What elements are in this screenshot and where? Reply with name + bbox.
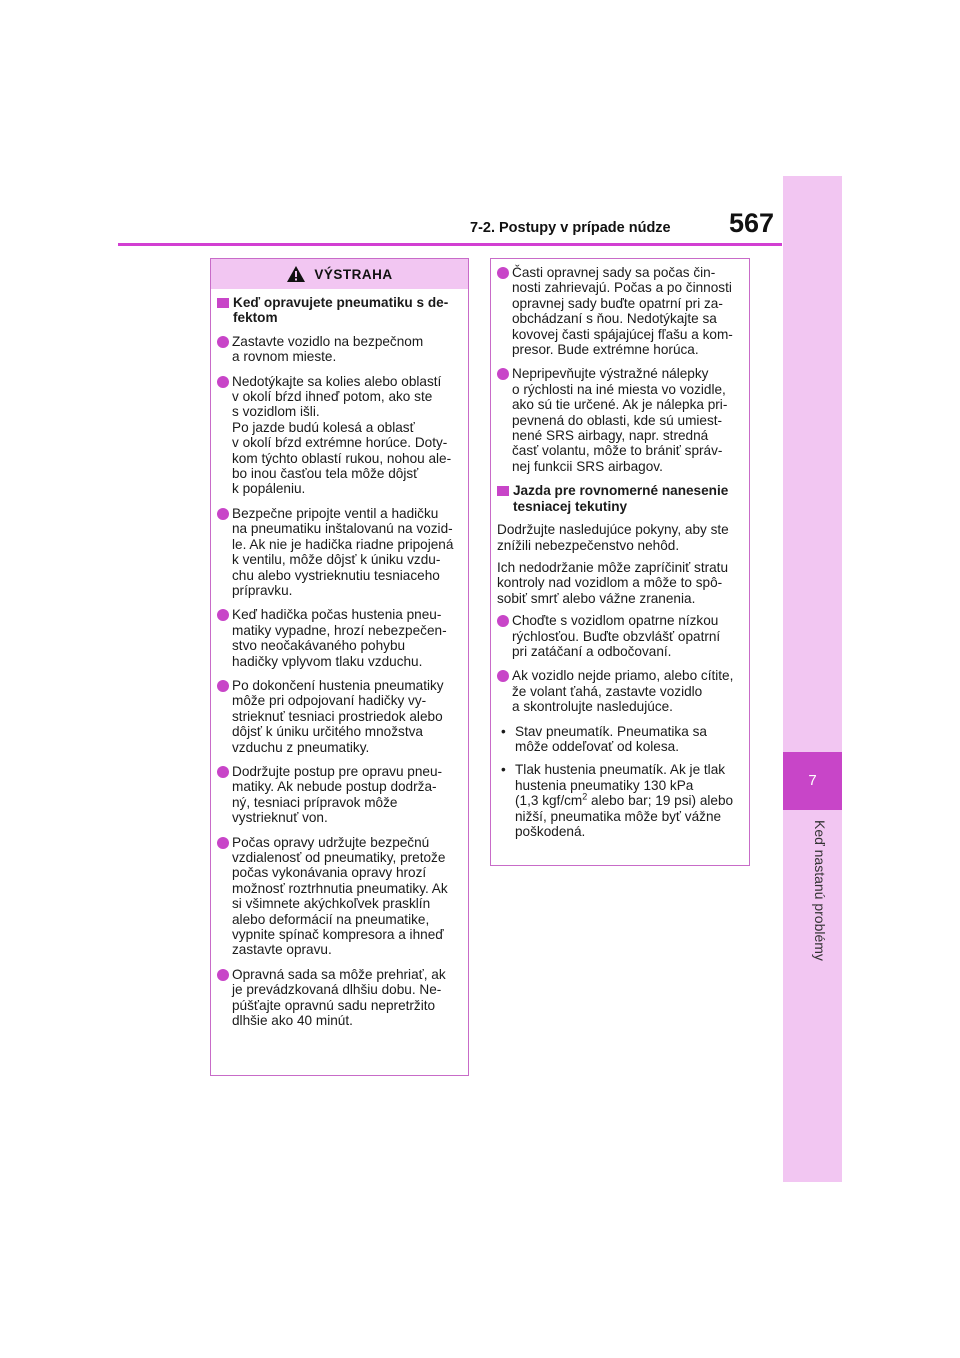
list-item-text: Ak vozidlo nejde priamo, alebo cítite, že volant ťahá, zastavte vozidlo a skontrolujte nasledujúce. <box>512 668 734 715</box>
sub-bullet-text-part: Tlak hustenia pneumatík. Ak je tlak hustenia pneumatiky 130 kPa (1,3 kgf/cm <box>515 762 726 809</box>
superscript: 2 <box>582 791 588 802</box>
list-item <box>217 835 462 958</box>
bullet-dot-icon <box>217 609 229 621</box>
list-item <box>217 506 462 598</box>
list-item <box>217 764 462 826</box>
chapter-number: 7 <box>783 752 842 810</box>
warning-header <box>211 259 468 289</box>
bullet-dot-icon <box>217 336 229 348</box>
warning-label: VÝSTRAHA <box>314 266 393 282</box>
list-item <box>497 366 743 474</box>
bullet-dot-icon <box>497 267 509 279</box>
list-item-text: Nedotýkajte sa kolies alebo oblastí v okolí bŕzd ihneď potom, ako ste s vozidlom išli. Po jazde budú kolesá a oblasť v okolí bŕzd extrémne horúce. Doty- kom týchto oblastí rukou, nohou ale- bo inou časťou tela môže dôjsť k popáleniu. <box>232 373 452 497</box>
list-item <box>497 613 743 659</box>
warning-box-continued <box>490 258 750 866</box>
paragraph: Ich nedodržanie môže zapríčiniť stratu kontroly nad vozidlom a môže to spô- sobiť smrť alebo vážne zranenia. <box>497 559 729 606</box>
chapter-title: Keď nastanú problémy <box>812 820 828 961</box>
list-item-text: Počas opravy udržujte bezpečnú vzdialenosť od pneumatiky, pretože počas vykonávania opravy hrozí možnosť roztrhnutia pneumatiky. Ak si všimnete akýchkoľvek prasklín alebo deformácií na pneumatike, vypnite spínač kompresora a ihneď zastavte opravu. <box>232 834 448 958</box>
list-item-text: Opravná sada sa môže prehriať, ak je prevádzkovaná dlhšiu dobu. Ne- púšťajte opravnú sadu nepretržito dlhšie ako 40 minút. <box>232 966 446 1029</box>
list-item-text: Časti opravnej sady sa počas čin- nosti zahrievajú. Počas a po činnosti opravnej sady buďte opatrní pri za- obchádzaní s ňou. Nedotýkajte sa kovovej časti spájajúcej fľašu a kom- presor. Bude extrémne horúca. <box>512 265 733 358</box>
sub-bullet-text-part: alebo bar; 19 psi) alebo nižší, pneumatika môže byť vážne poškodená. <box>515 793 734 839</box>
bullet-dot-icon <box>497 670 509 682</box>
list-item <box>217 334 462 365</box>
sub-bullet <box>497 724 743 755</box>
list-item <box>217 607 462 669</box>
list-item-text: Nepripevňujte výstražné nálepky o rýchlosti na iné miesta vo vozidle, ako sú tie určené. Ak je nálepka pri- pevnená do oblasti, kde sú umiest- nené SRS airbagy, napr. stredná časť volantu, môže to brániť správ- nej funkcii SRS airbagov. <box>512 366 728 474</box>
warning-content-continued <box>491 259 749 839</box>
sub-bullet-text: Stav pneumatík. Pneumatika sa môže oddeľovať od kolesa. <box>515 723 707 754</box>
section-header-title: 7-2. Postupy v prípade núdze <box>470 220 671 236</box>
warning-content <box>211 289 468 1028</box>
list-item <box>217 678 462 755</box>
warning-box <box>210 258 469 1076</box>
bullet-dot-icon <box>217 508 229 520</box>
list-item <box>497 265 743 357</box>
bullet-dot-icon <box>217 766 229 778</box>
sub-bullet-mark: • <box>501 762 506 778</box>
driving-section-heading <box>497 483 743 514</box>
list-item-text: Choďte s vozidlom opatrne nízkou rýchlosťou. Buďte obzvlášť opatrní pri zatáčaní a odbočovaní. <box>512 613 721 659</box>
section-square-icon <box>217 298 229 308</box>
paragraph: Dodržujte nasledujúce pokyny, aby ste znížili nebezpečenstvo nehôd. <box>497 522 729 553</box>
page-number: 567 <box>729 208 775 238</box>
section-title: Jazda pre rovnomerné nanesenie tesniacej tekutiny <box>513 483 729 514</box>
bullet-dot-icon <box>497 368 509 380</box>
bullet-dot-icon <box>217 680 229 692</box>
bullet-dot-icon <box>497 615 509 627</box>
sub-bullet-mark: • <box>501 723 506 739</box>
sub-bullet <box>497 762 743 839</box>
bullet-dot-icon <box>217 376 229 388</box>
header-rule <box>118 243 782 246</box>
list-item-text: Zastavte vozidlo na bezpečnom a rovnom mieste. <box>232 333 424 365</box>
list-item-text: Bezpečne pripojte ventil a hadičku na pneumatiku inštalovanú na vozid- le. Ak nie je hadička riadne pripojená k ventilu, môže dôjsť k úniku vzdu- chu alebo vystrieknutiu tesniaceho prípravku. <box>232 505 454 598</box>
list-item-text: Keď hadička počas hustenia pneu- matiky vypadne, hrozí nebezpečen- stvo neočakávaného pohybu hadičky vplyvom tlaku vzduchu. <box>232 607 447 669</box>
chapter-side-tab <box>783 176 842 1182</box>
list-item <box>217 374 462 497</box>
bullet-dot-icon <box>217 837 229 849</box>
sub-bullet-text <box>515 762 743 839</box>
list-item <box>497 668 743 714</box>
list-item <box>217 967 462 1029</box>
list-item-text: Po dokončení hustenia pneumatiky môže pri odpojovaní hadičky vy- strieknuť tesniaci prostriedok alebo dôjsť k úniku určitého množstva vzduchu z pneumatiky. <box>232 677 444 755</box>
warning-triangle-icon <box>286 265 306 283</box>
warning-section-heading <box>217 295 462 326</box>
section-title: Keď opravujete pneumatiku s de- fektom <box>233 295 449 326</box>
bullet-dot-icon <box>217 969 229 981</box>
section-square-icon <box>497 486 509 496</box>
list-item-text: Dodržujte postup pre opravu pneu- matiky. Ak nebude postup dodrža- ný, tesniaci prípravok môže vystrieknuť von. <box>232 763 443 826</box>
